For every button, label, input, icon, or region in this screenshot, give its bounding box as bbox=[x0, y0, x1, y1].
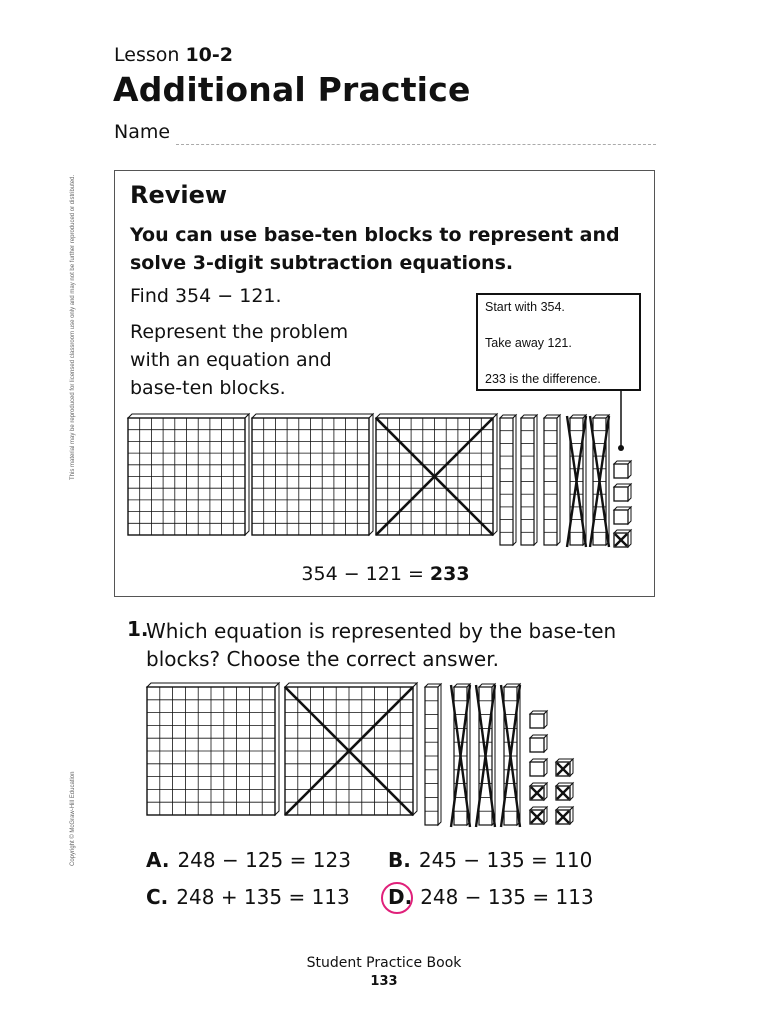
find-prompt: Find 354 − 121. bbox=[130, 285, 282, 307]
callout-line-3: 233 is the difference. bbox=[485, 372, 601, 386]
one-cube-crossed bbox=[614, 530, 631, 547]
hundred-flat bbox=[147, 683, 279, 815]
ten-rod-crossed bbox=[476, 684, 495, 827]
represent-prompt: Represent the problem with an equation and base-ten blocks. bbox=[130, 321, 349, 399]
one-cube-crossed bbox=[556, 759, 573, 776]
one-cube-crossed bbox=[530, 807, 547, 824]
choice-letter: D. bbox=[388, 885, 413, 909]
one-cube bbox=[530, 711, 547, 728]
callout-line-2: Take away 121. bbox=[485, 336, 572, 350]
hundred-flat-crossed bbox=[376, 414, 497, 535]
hundred-flat bbox=[128, 414, 249, 535]
review-intro: You can use base-ten blocks to represent and solve 3-digit subtraction equations. bbox=[130, 224, 620, 274]
choice-equation: 245 − 135 = 110 bbox=[418, 848, 593, 872]
review-heading: Review bbox=[130, 181, 228, 209]
one-cube-crossed bbox=[556, 807, 573, 824]
choice-letter: A. bbox=[146, 848, 170, 872]
name-label: Name bbox=[114, 121, 171, 143]
footer-page-number: 133 bbox=[370, 974, 398, 989]
one-cube-crossed bbox=[556, 783, 573, 800]
callout-pointer-dot bbox=[618, 445, 624, 451]
ten-rod-crossed bbox=[590, 415, 609, 547]
ten-rod bbox=[500, 415, 516, 545]
choice-letter: B. bbox=[388, 848, 411, 872]
choice-equation: 248 + 135 = 113 bbox=[176, 885, 350, 909]
equation-left: 354 − 121 = bbox=[301, 563, 430, 585]
one-cube bbox=[614, 507, 631, 524]
question-number: 1. bbox=[127, 617, 149, 641]
one-cube bbox=[530, 759, 547, 776]
callout-line-1: Start with 354. bbox=[485, 300, 565, 314]
ten-rod-crossed bbox=[567, 415, 586, 547]
ten-rod-crossed bbox=[451, 684, 470, 827]
hundred-flat bbox=[252, 414, 373, 535]
question-text: Which equation is represented by the base-ten blocks? Choose the correct answer. bbox=[146, 619, 617, 671]
license-note: This material may be reproduced for licensed classroom use only and may not be further reproduced or distributed. bbox=[70, 174, 76, 480]
lesson-number: 10-2 bbox=[185, 44, 233, 66]
page-title: Additional Practice bbox=[113, 70, 471, 109]
lesson-word: Lesson bbox=[114, 44, 180, 66]
one-cube bbox=[614, 484, 631, 501]
choice-equation: 248 − 125 = 123 bbox=[177, 848, 351, 872]
ten-rod bbox=[521, 415, 537, 545]
one-cube bbox=[614, 461, 631, 478]
ten-rod bbox=[544, 415, 560, 545]
footer-book-title: Student Practice Book bbox=[306, 955, 462, 971]
one-cube bbox=[530, 735, 547, 752]
choice-letter: C. bbox=[146, 885, 169, 909]
equation-answer: 233 bbox=[429, 563, 470, 585]
ten-rod bbox=[425, 684, 441, 825]
choice-equation: 248 − 135 = 113 bbox=[420, 885, 594, 909]
one-cube-crossed bbox=[530, 783, 547, 800]
hundred-flat-crossed bbox=[285, 683, 417, 815]
ten-rod-crossed bbox=[501, 684, 520, 827]
copyright-note: Copyright © McGraw-Hill Education bbox=[70, 771, 76, 866]
